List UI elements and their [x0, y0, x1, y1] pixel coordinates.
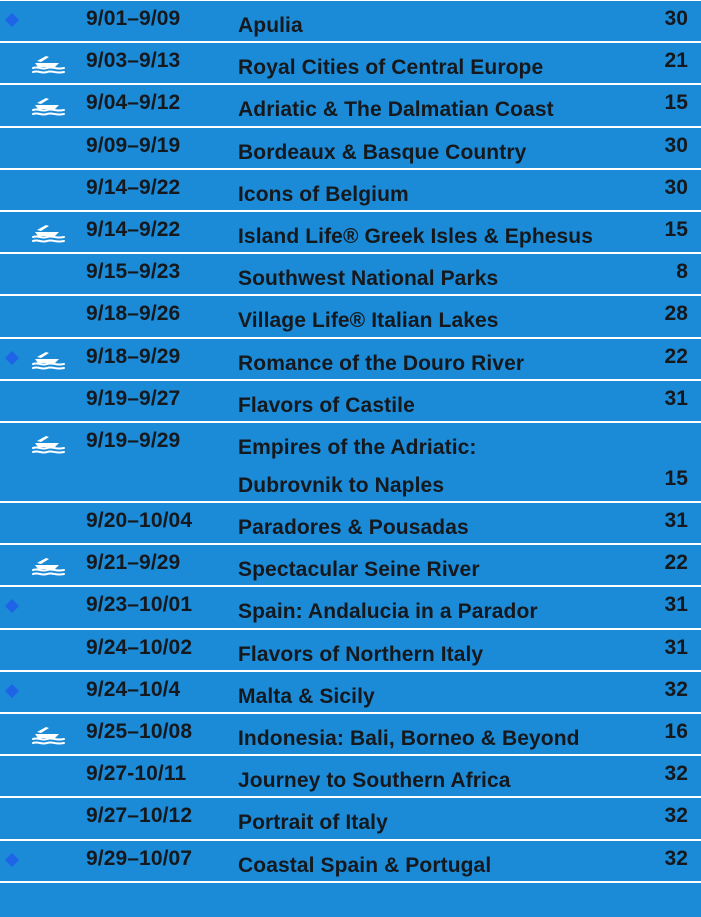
diamond-icon	[5, 13, 19, 27]
trip-title-line: Dubrovnik to Naples	[238, 473, 445, 497]
trip-title-line: Island Life® Greek Isles & Ephesus	[238, 224, 594, 248]
itinerary-row[interactable]	[0, 423, 701, 503]
page-number: 8	[676, 260, 688, 284]
trip-title-line: Southwest National Parks	[238, 267, 499, 291]
itinerary-row[interactable]	[0, 212, 701, 254]
trip-title	[238, 218, 641, 256]
trip-title-line: Icons of Belgium	[238, 182, 409, 206]
trip-title-line: Village Life® Italian Lakes	[238, 309, 499, 333]
page-number: 31	[664, 386, 688, 410]
trip-date: 9/27–10/12	[86, 804, 193, 828]
trip-date: 9/20–10/04	[86, 509, 193, 533]
trip-date: 9/04–9/12	[86, 91, 181, 115]
page-number: 15	[664, 91, 688, 115]
itinerary-row[interactable]	[0, 339, 701, 381]
itinerary-row[interactable]	[0, 43, 701, 85]
trip-title-line: Indonesia: Bali, Borneo & Beyond	[238, 727, 580, 750]
itinerary-row[interactable]	[0, 587, 701, 629]
trip-title	[238, 387, 641, 425]
itinerary-row[interactable]	[0, 85, 701, 127]
trip-title-line: Adriatic & The Dalmatian Coast	[238, 98, 554, 122]
ship-icon	[31, 222, 67, 246]
trip-title	[238, 176, 641, 214]
page-number: 15	[664, 466, 688, 490]
trip-title	[238, 7, 641, 45]
trip-title	[238, 720, 641, 758]
page-number: 30	[664, 7, 688, 30]
trip-title	[238, 847, 641, 885]
page-number: 32	[664, 804, 688, 828]
ship-icon	[31, 433, 67, 457]
page-number: 30	[664, 175, 688, 199]
itinerary-row[interactable]	[0, 503, 701, 545]
trip-title	[238, 509, 641, 547]
trip-date: 9/15–9/23	[86, 260, 181, 284]
trip-title-line: Spain: Andalucia in a Parador	[238, 600, 538, 624]
trip-date: 9/24–10/4	[86, 677, 181, 701]
trip-title	[238, 678, 641, 716]
page-number: 22	[664, 551, 688, 575]
trip-date: 9/18–9/29	[86, 344, 181, 368]
trip-title	[238, 49, 641, 87]
diamond-icon	[5, 351, 19, 365]
trip-date: 9/23–10/01	[86, 593, 193, 617]
trip-title-line: Romance of the Douro River	[238, 351, 525, 375]
itinerary-row[interactable]	[0, 841, 701, 883]
trip-title-line: Flavors of Northern Italy	[238, 642, 484, 666]
ship-icon	[31, 555, 67, 579]
trip-title-line: Coastal Spain & Portugal	[238, 853, 492, 877]
itinerary-row[interactable]	[0, 756, 701, 798]
ship-icon	[31, 724, 67, 748]
page-number: 31	[664, 635, 688, 659]
diamond-icon	[5, 684, 19, 698]
trip-title-line: Bordeaux & Basque Country	[238, 140, 527, 164]
trip-date: 9/27-10/11	[86, 762, 187, 786]
trip-title-line: Journey to Southern Africa	[238, 769, 511, 793]
trip-date: 9/19–9/29	[86, 428, 181, 452]
page-number: 32	[664, 846, 688, 870]
trip-date: 9/14–9/22	[86, 175, 181, 199]
diamond-icon	[5, 599, 19, 613]
itinerary-row[interactable]	[0, 170, 701, 212]
itinerary-row[interactable]	[0, 296, 701, 338]
itinerary-row[interactable]	[0, 381, 701, 423]
trip-title-line: Apulia	[238, 14, 303, 37]
trip-title	[238, 91, 641, 129]
page-number: 16	[664, 720, 688, 743]
trip-title	[238, 429, 641, 505]
trip-title-line: Flavors of Castile	[238, 393, 415, 417]
trip-title-line: Paradores & Pousadas	[238, 516, 469, 540]
ship-icon	[31, 53, 67, 77]
page-number: 30	[664, 133, 688, 157]
trip-date: 9/24–10/02	[86, 635, 193, 659]
page-number: 28	[664, 302, 688, 326]
trip-title-line: Malta & Sicily	[238, 684, 375, 708]
trip-title	[238, 260, 641, 298]
page-number: 32	[664, 762, 688, 786]
page-number: 32	[664, 677, 688, 701]
itinerary-row[interactable]	[0, 254, 701, 296]
trip-date: 9/09–9/19	[86, 133, 181, 157]
ship-icon	[31, 349, 67, 373]
diamond-icon	[5, 853, 19, 867]
page-number: 15	[664, 217, 688, 241]
trip-date: 9/18–9/26	[86, 302, 181, 326]
itinerary-row[interactable]	[0, 672, 701, 714]
trip-title	[238, 551, 641, 589]
page-number: 21	[664, 49, 688, 73]
trip-title-line: Spectacular Seine River	[238, 558, 480, 582]
itinerary-row[interactable]	[0, 128, 701, 170]
trip-date: 9/01–9/09	[86, 7, 181, 30]
trip-date: 9/14–9/22	[86, 217, 181, 241]
page-number: 31	[664, 593, 688, 617]
trip-title	[238, 593, 641, 631]
page-number: 22	[664, 344, 688, 368]
trip-title	[238, 804, 641, 842]
trip-title	[238, 636, 641, 674]
trip-title	[238, 762, 641, 800]
itinerary-row[interactable]	[0, 798, 701, 840]
itinerary-row[interactable]	[0, 714, 701, 756]
trip-title-line: Empires of the Adriatic:	[238, 435, 477, 459]
itinerary-row[interactable]	[0, 1, 701, 43]
ship-icon	[31, 95, 67, 119]
trip-title	[238, 345, 641, 383]
trip-date: 9/21–9/29	[86, 551, 181, 575]
trip-date: 9/03–9/13	[86, 49, 181, 73]
trip-date: 9/25–10/08	[86, 720, 193, 743]
trip-title	[238, 302, 641, 340]
trip-date: 9/29–10/07	[86, 846, 193, 870]
itinerary-row[interactable]	[0, 630, 701, 672]
itinerary-row[interactable]	[0, 545, 701, 587]
trip-title-line: Portrait of Italy	[238, 811, 388, 835]
trip-date: 9/19–9/27	[86, 386, 181, 410]
trip-title	[238, 134, 641, 172]
itinerary-list	[0, 1, 701, 883]
page-number: 31	[664, 509, 688, 533]
trip-title-line: Royal Cities of Central Europe	[238, 56, 544, 80]
